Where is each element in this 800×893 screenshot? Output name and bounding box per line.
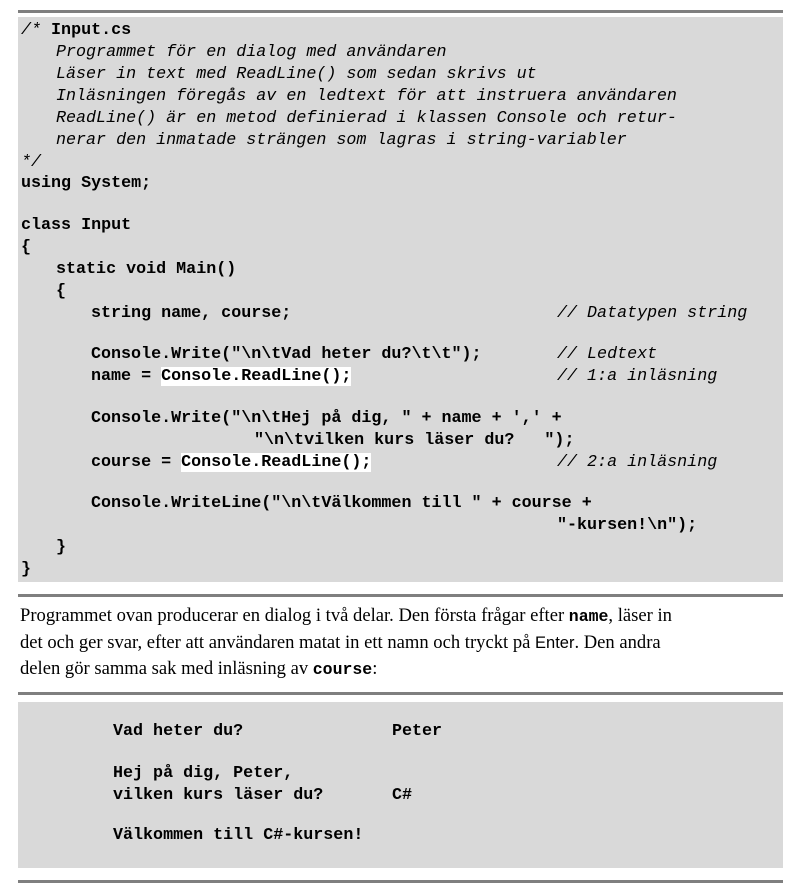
paragraph-line-2: det och ger svar, efter att användaren matat in ett namn och tryckt på Enter. Den andra	[20, 632, 661, 653]
paragraph-line-1: Programmet ovan producerar en dialog i två delar. Den första frågar efter name, läser in	[20, 605, 672, 626]
declaration-comment: // Datatypen string	[557, 304, 748, 323]
writeline-b: "-kursen!\n");	[557, 516, 698, 535]
top-rule	[18, 10, 783, 13]
comment-line-5: ReadLine() är en metod definierad i klassen Console och retur-	[56, 109, 677, 128]
main-brace-open: {	[56, 282, 67, 301]
comment-line-1: /* Input.cs	[21, 21, 132, 40]
writeline-a: Console.WriteLine("\n\tVälkommen till " + course +	[91, 494, 592, 513]
output-question-1: Vad heter du?	[113, 722, 244, 741]
readline-2-highlight: Console.ReadLine();	[181, 453, 372, 472]
inline-code-name: name	[568, 607, 609, 626]
readline-2: course = Console.ReadLine();	[91, 453, 372, 472]
bottom-rule	[18, 880, 783, 883]
write-line-1: Console.Write("\n\tVad heter du?\t\t");	[91, 345, 482, 364]
main-brace-close: }	[56, 538, 67, 557]
comment-line-2: Programmet för en dialog med användaren	[56, 43, 447, 62]
readline-1: name = Console.ReadLine();	[91, 367, 352, 386]
main-line: static void Main()	[56, 260, 237, 279]
comment-end: */	[21, 153, 42, 172]
class-line: class Input	[21, 216, 132, 235]
write-line-2b: "\n\tvilken kurs läser du? ");	[254, 431, 575, 450]
comment-line-3: Läser in text med ReadLine() som sedan skrivs ut	[56, 65, 537, 84]
readline-1-highlight: Console.ReadLine();	[161, 367, 352, 386]
write-1-comment: // Ledtext	[557, 345, 658, 364]
output-answer-2: C#	[392, 786, 413, 805]
write-line-2a: Console.Write("\n\tHej på dig, " + name + ',' +	[91, 409, 562, 428]
explanation-paragraph	[20, 603, 783, 683]
inline-code-course: course	[312, 660, 373, 679]
output-greeting: Hej på dig, Peter,	[113, 764, 294, 783]
enter-key-label: Enter	[535, 634, 575, 652]
output-question-2: vilken kurs läser du?	[113, 786, 324, 805]
code-listing	[18, 17, 783, 582]
file-name: Input.cs	[51, 21, 132, 40]
declaration-line: string name, course;	[91, 304, 292, 323]
paragraph-line-3: delen gör samma sak med inläsning av course:	[20, 658, 378, 679]
readline-2-comment: // 2:a inläsning	[557, 453, 718, 472]
output-welcome: Välkommen till C#-kursen!	[113, 826, 364, 845]
using-line: using System;	[21, 174, 152, 193]
comment-line-6: nerar den inmatade strängen som lagras i string-variabler	[56, 131, 627, 150]
class-brace-open: {	[21, 238, 32, 257]
output-answer-1: Peter	[392, 722, 443, 741]
class-brace-close: }	[21, 560, 32, 579]
code-bottom-rule	[18, 594, 783, 597]
output-top-rule	[18, 692, 783, 695]
comment-line-4: Inläsningen föregås av en ledtext för att instruera användaren	[56, 87, 677, 106]
readline-1-comment: // 1:a inläsning	[557, 367, 718, 386]
